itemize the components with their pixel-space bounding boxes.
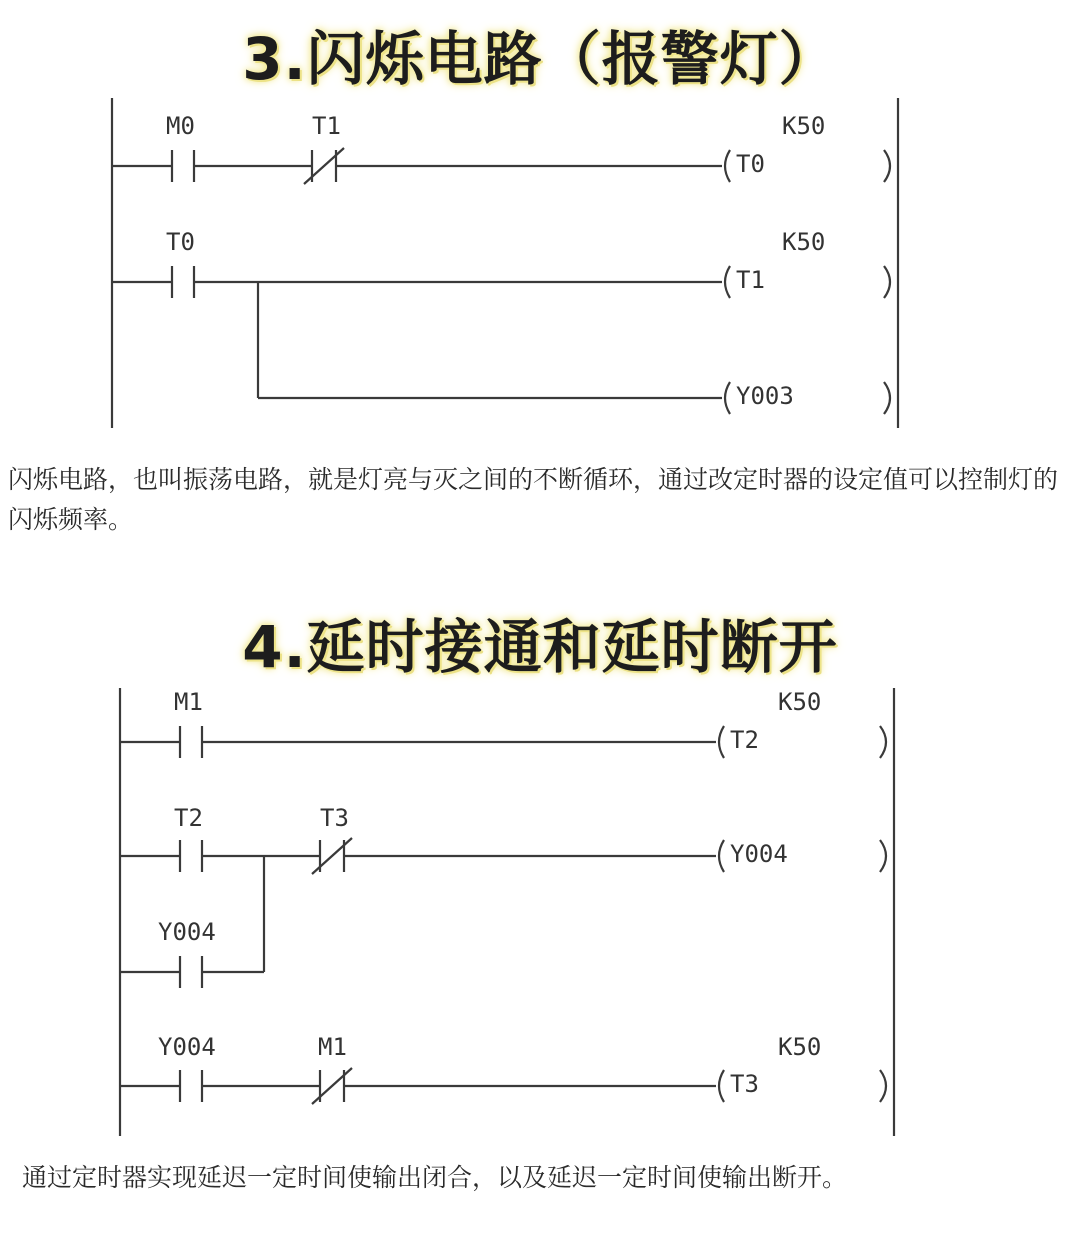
rung-1 xyxy=(112,148,890,184)
rung-3 xyxy=(120,1068,886,1104)
coil-label-t3: T3 xyxy=(730,1070,759,1098)
label-k50: K50 xyxy=(782,112,826,140)
label-t2: T2 xyxy=(174,804,203,832)
label-t0: T0 xyxy=(166,228,195,256)
section-title-delay-on-off: 4.延时接通和延时断开 xyxy=(242,613,838,681)
label-k50: K50 xyxy=(782,228,826,256)
contact-no-m1 xyxy=(180,726,202,758)
ladder-diagram-2 xyxy=(120,688,894,1136)
coil-label-t1: T1 xyxy=(736,266,765,294)
label-y004-parallel: Y004 xyxy=(158,918,216,946)
rung-2 xyxy=(112,266,890,298)
coil-label-t0: T0 xyxy=(736,150,765,178)
coil-label-y003: Y003 xyxy=(736,382,794,410)
label-m0: M0 xyxy=(166,112,195,140)
contact-no-t2 xyxy=(180,840,202,872)
label-m1: M1 xyxy=(174,688,203,716)
coil-label-y004: Y004 xyxy=(730,840,788,868)
coil-left-paren xyxy=(725,150,730,182)
rung-branch-y003 xyxy=(258,282,890,414)
rung-1 xyxy=(120,726,886,758)
ladder-diagram-2-labels xyxy=(158,688,821,1098)
label-t3: T3 xyxy=(320,804,349,832)
label-k50: K50 xyxy=(778,688,822,716)
ladder-diagram-1 xyxy=(112,98,898,428)
label-m1-nc: M1 xyxy=(318,1033,347,1061)
coil-label-t2: T2 xyxy=(730,726,759,754)
label-y004: Y004 xyxy=(158,1033,216,1061)
flash-circuit-description: 闪烁电路，也叫振荡电路，就是灯亮与灭之间的不断循环，通过改定时器的设定值可以控制灯的闪烁频率。 xyxy=(8,465,1059,534)
coil-right-paren xyxy=(884,150,890,182)
contact-no-m0 xyxy=(172,150,194,182)
section-title-flash-circuit: 3.闪烁电路（报警灯） xyxy=(242,25,838,93)
contact-no-t0 xyxy=(172,266,194,298)
label-t1: T1 xyxy=(312,112,341,140)
label-k50: K50 xyxy=(778,1033,822,1061)
delay-circuit-description: 通过定时器实现延迟一定时间使输出闭合，以及延迟一定时间使输出断开。 xyxy=(22,1163,848,1192)
contact-no-y004 xyxy=(180,1070,202,1102)
